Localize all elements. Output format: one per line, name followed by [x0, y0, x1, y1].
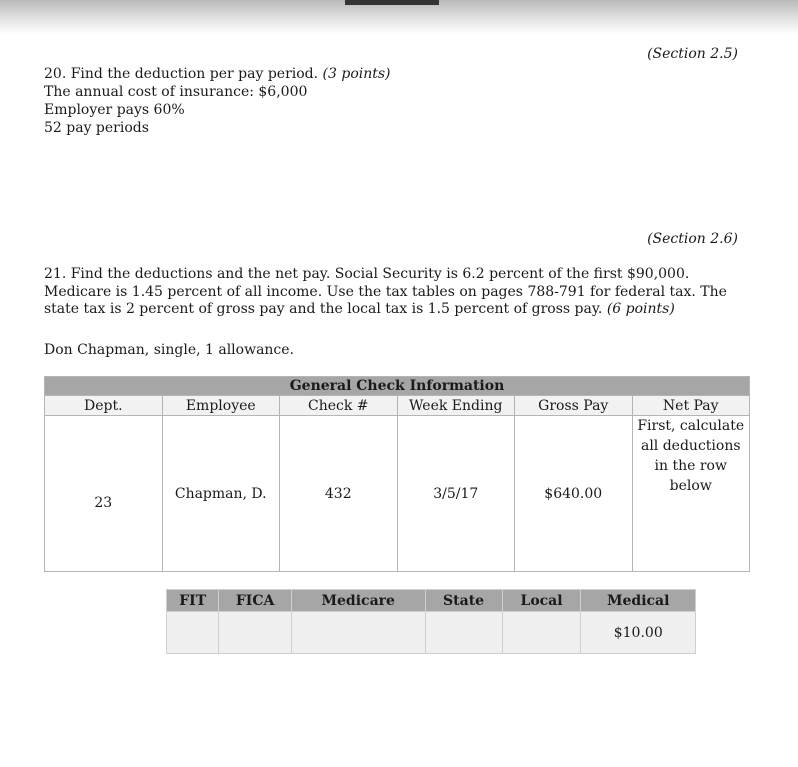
- top-tab: [345, 0, 439, 5]
- question-20-line-1: The annual cost of insurance: $6,000: [44, 84, 308, 100]
- section-ref-21: (Section 2.6): [647, 231, 738, 247]
- question-21-prompt: 21. Find the deductions and the net pay. Social Security is 6.2 percent of the first $90,000. Medicare is 1.45 percent of all income. Use the tax tables on pages 788-791 for federal tax. The state tax is 2 percent of gross pay and the local tax is 1.5 percent of gross pay. (6 points): [44, 266, 727, 317]
- header-fica: FICA: [219, 590, 292, 612]
- check-info-table: [44, 376, 750, 572]
- cell-fica: [219, 612, 292, 654]
- cell-medicare: [291, 612, 425, 654]
- header-gross-pay: Gross Pay: [515, 396, 633, 416]
- header-medical: Medical: [581, 590, 696, 612]
- section-ref-20: (Section 2.5): [647, 46, 738, 62]
- employee-info: Don Chapman, single, 1 allowance.: [44, 342, 295, 358]
- cell-medical: $10.00: [581, 612, 696, 654]
- cell-state: [425, 612, 502, 654]
- question-20-prompt: 20. Find the deduction per pay period. (3 points): [44, 66, 391, 82]
- cell-gross-pay: $640.00: [515, 416, 633, 572]
- question-21-points: (6 points): [606, 301, 675, 317]
- header-state: State: [425, 590, 502, 612]
- header-week-ending: Week Ending: [397, 396, 515, 416]
- table-row: [167, 612, 696, 654]
- check-table-title: General Check Information: [45, 377, 750, 396]
- cell-check-number: 432: [280, 416, 398, 572]
- header-dept: Dept.: [45, 396, 163, 416]
- header-net-pay: Net Pay: [632, 396, 750, 416]
- header-check-number: Check #: [280, 396, 398, 416]
- header-employee: Employee: [162, 396, 280, 416]
- deductions-table: [166, 589, 696, 654]
- question-20-line-3: 52 pay periods: [44, 120, 149, 136]
- question-20-points: (3 points): [322, 66, 391, 82]
- cell-employee: Chapman, D.: [162, 416, 280, 572]
- top-shadow: [0, 0, 798, 34]
- cell-week-ending: 3/5/17: [397, 416, 515, 572]
- table-row: [45, 416, 750, 572]
- header-fit: FIT: [167, 590, 219, 612]
- cell-dept: 23: [45, 416, 163, 572]
- cell-fit: [167, 612, 219, 654]
- question-20-line-2: Employer pays 60%: [44, 102, 185, 118]
- question-20: [44, 65, 391, 137]
- header-medicare: Medicare: [291, 590, 425, 612]
- cell-net-pay-note: First, calculate all deductions in the row below: [632, 416, 750, 572]
- header-local: Local: [502, 590, 581, 612]
- cell-local: [502, 612, 581, 654]
